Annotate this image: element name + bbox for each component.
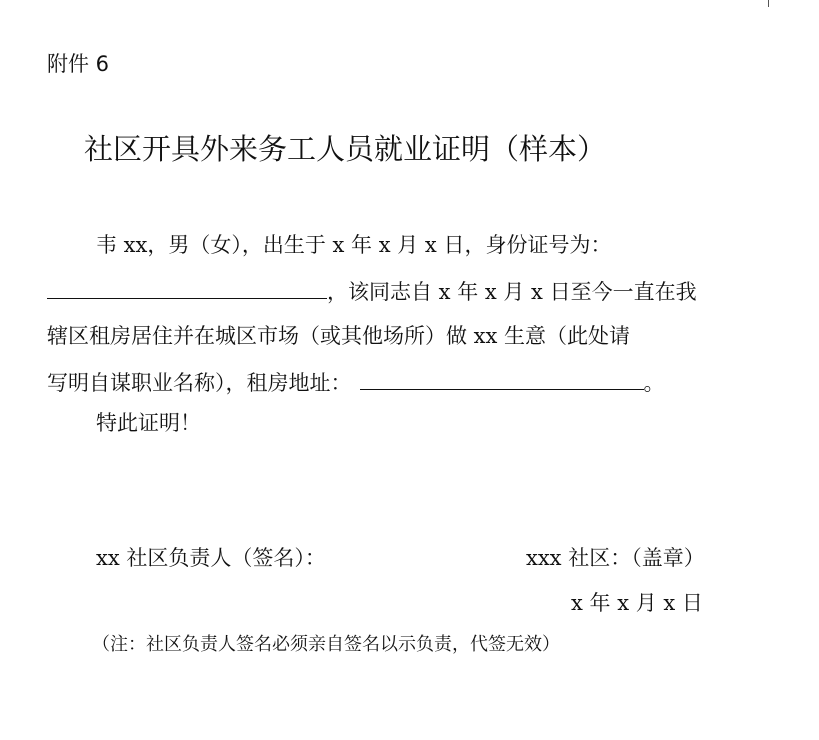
address-blank xyxy=(360,367,644,390)
leader-signature-label: xx 社区负责人（签名）： xyxy=(96,546,326,570)
body-line-4-end: 。 xyxy=(643,371,665,395)
body-line-1-text: 韦 xx，男（女），出生于 x 年 x 月 x 日，身份证号为： xyxy=(96,233,612,257)
body-line-4-text: 写明自谋职业名称），租房地址： xyxy=(47,371,352,395)
attachment-label: 附件 6 xyxy=(47,52,110,76)
page-corner-mark xyxy=(768,0,769,7)
community-stamp-label: xxx 社区：（盖章） xyxy=(526,546,705,570)
body-line-4 xyxy=(47,367,665,397)
closing-line xyxy=(96,409,201,437)
body-line-3 xyxy=(47,322,630,350)
closing-text: 特此证明！ xyxy=(96,411,201,435)
body-line-2-text: ，该同志自 x 年 x 月 x 日至今一直在我 xyxy=(327,280,697,304)
document-title: 社区开具外来务工人员就业证明（样本） xyxy=(84,132,607,166)
signature-date: x 年 x 月 x 日 xyxy=(571,591,703,615)
body-line-1 xyxy=(96,231,611,259)
body-line-2 xyxy=(47,276,697,306)
id-number-blank xyxy=(47,276,327,299)
body-line-3-text: 辖区租房居住并在城区市场（或其他场所）做 xx 生意（此处请 xyxy=(47,324,631,348)
footnote: （注：社区负责人签名必须亲自签名以示负责，代签无效） xyxy=(92,634,560,655)
